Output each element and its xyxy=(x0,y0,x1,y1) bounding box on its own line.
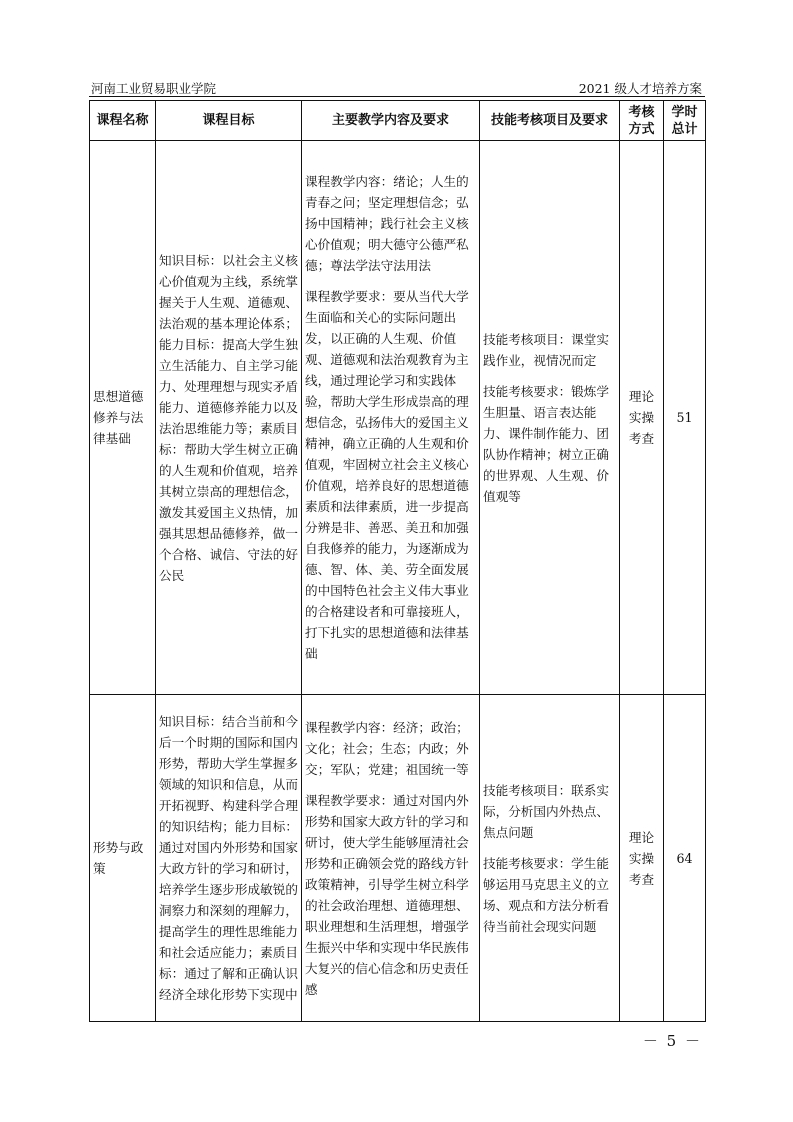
skill-assessment-items: 技能考核项目：联系实际，分析国内外热点、焦点问题 xyxy=(483,782,609,840)
teaching-content-topics: 课程教学内容：经济；政治；文化；社会；生态；内政；外交；军队；党建；祖国统一等 xyxy=(305,719,469,777)
header-main-content: 主要教学内容及要求 xyxy=(302,101,480,141)
table-header-row xyxy=(90,101,706,141)
page-number: － 5 － xyxy=(642,1032,702,1050)
course-goal: 知识目标：以社会主义核心价值观为主线，系统掌握关于人生观、道德观、法治观的基本理论体系；能力目标：提高大学生独立生活能力、自主学习能力、处理理想与现实矛盾能力、道德修养能力以及法治思维能力等；素质目标：帮助大学生树立正确的人生观和价值观，培养其树立崇高的理想信念，激发其爱国主义热情，加强其思想品德修养，做一个合格、诚信、守法的好公民 xyxy=(156,141,302,695)
header-assessment-method: 考核方式 xyxy=(620,101,664,141)
skill-assessment xyxy=(480,141,620,695)
assessment-method: 理论实操考查 xyxy=(620,141,664,695)
curriculum-table xyxy=(89,100,706,1022)
teaching-requirements: 课程教学要求：要从当代大学生面临和关心的实际问题出发，以正确的人生观、价值观、道德观和法治观教育为主线，通过理论学习和实践体验，帮助大学生形成崇高的理想信念，弘扬伟大的爱国主义精神，确立正确的人生观和价值观，牢固树立社会主义核心价值观，培养良好的思想道德素质和法律素质，进一步提高分辨是非、善恶、美丑和加强自我修养的能力，为逐渐成为德、智、体、美、劳全面发展的中国特色社会主义伟大事业的合格建设者和可靠接班人，打下扎实的思想道德和法律基础 xyxy=(305,289,469,661)
teaching-content xyxy=(302,695,480,1022)
teaching-requirements: 课程教学要求：通过对国内外形势和国家大政方针的学习和研讨，使大学生能够厘清社会形势和正确领会党的路线方针政策精神，引导学生树立科学的社会政治理想、道德理想、职业理想和生活理想，增强学生振兴中华和实现中华民族伟大复兴的信心信念和历史责任感 xyxy=(305,792,469,997)
assessment-method: 理论实操考查 xyxy=(620,695,664,1022)
table-row xyxy=(90,141,706,695)
table-row xyxy=(90,695,706,1022)
header-document-title: 2021 级人才培养方案 xyxy=(578,81,702,96)
header-school: 河南工业贸易职业学院 xyxy=(91,81,217,96)
course-name: 形势与政策 xyxy=(90,695,156,1022)
skill-assessment-requirements: 技能考核要求：锻炼学生胆量、语言表达能力、课件制作能力、团队协作精神；树立正确的世界观、人生观、价值观等 xyxy=(483,383,609,504)
course-name: 思想道德修养与法律基础 xyxy=(90,141,156,695)
total-hours: 64 xyxy=(664,695,706,1022)
header-skill-assessment: 技能考核项目及要求 xyxy=(480,101,620,141)
header-course-name: 课程名称 xyxy=(90,101,156,141)
header-total-hours: 学时总计 xyxy=(664,101,706,141)
total-hours: 51 xyxy=(664,141,706,695)
course-goal: 知识目标：结合当前和今后一个时期的国际和国内形势，帮助大学生掌握多领域的知识和信息，从而开拓视野、构建科学合理的知识结构；能力目标：通过对国内外形势和国家大政方针的学习和研讨，培养学生逐步形成敏锐的洞察力和深刻的理解力，提高学生的理性思维能力和社会适应能力；素质目标：通过了解和正确认识经济全球化形势下实现中 xyxy=(156,695,302,1022)
teaching-content xyxy=(302,141,480,695)
header-rule xyxy=(89,96,705,97)
skill-assessment-items: 技能考核项目：课堂实践作业，视情况而定 xyxy=(483,331,609,368)
skill-assessment-requirements: 技能考核要求：学生能够运用马克思主义的立场、观点和方法分析看待当前社会现实问题 xyxy=(483,855,609,934)
teaching-content-topics: 课程教学内容：绪论；人生的青春之问；坚定理想信念；弘扬中国精神；践行社会主义核心价值观；明大德守公德严私德；尊法学法守法用法 xyxy=(305,174,469,273)
skill-assessment xyxy=(480,695,620,1022)
header-course-goal: 课程目标 xyxy=(156,101,302,141)
